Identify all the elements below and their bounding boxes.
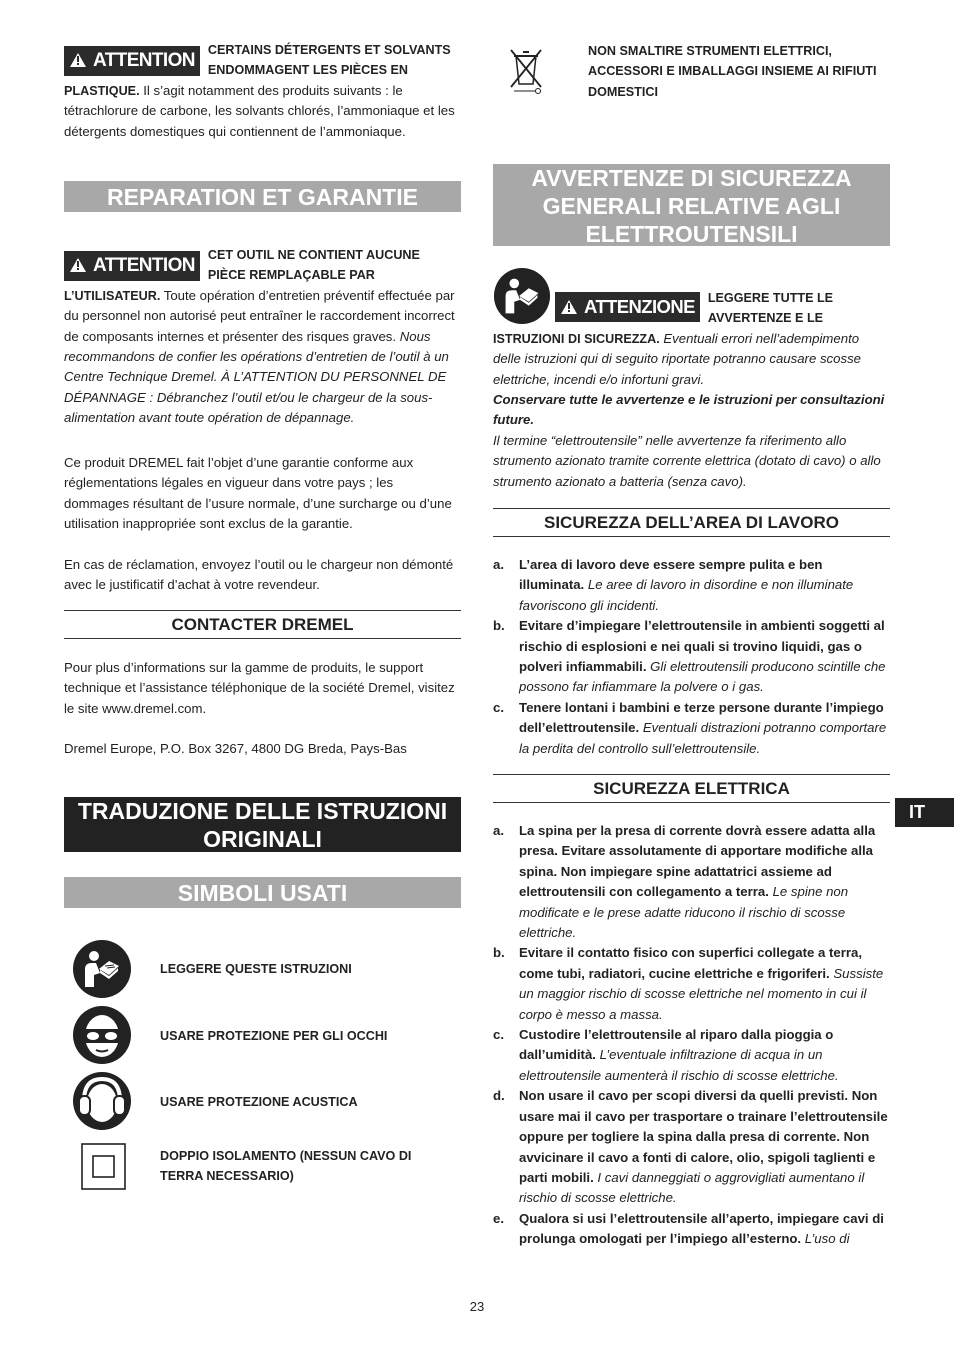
attention-lead: CERTAINS DÉTERGENTS ET SOLVANTS ENDOMMAGENT LES PIÈCES EN — [207, 43, 451, 78]
warning-triangle-icon — [70, 258, 86, 272]
warranty-paragraph: Ce produit DREMEL fait l’objet d’une garantie conforme aux réglementations légales en vigueur dans votre pays ; les dommages résultant de l’usure normale, d’une surcharge ou d’une utilisation inappropriée sont exclus de la garantie. — [64, 455, 452, 532]
list-item: e. Qualora si usi l’elettroutensile all’aperto, impiegare cavi di prolunga omologati per l’impiego all’esterno. L’uso di — [493, 1210, 884, 1247]
attention-lead: CET OUTIL NE CONTIENT AUCUNE PIÈCE REMPLAÇABLE PAR L’UTILISATEUR. — [64, 248, 420, 303]
section-heading-repair: REPARATION ET GARANTIE — [64, 181, 461, 212]
double-insulation-icon — [81, 1143, 126, 1190]
section-heading-contact: CONTACTER DREMEL — [64, 610, 461, 639]
attention-body: Il s’agit notamment des produits suivants : le tétrachlorure de carbone, les solvants chlorés, l’ammoniaque et les détergents domestiques qui contiennent de l’ammoniaque. — [64, 82, 455, 139]
eye-protection-icon — [72, 1005, 132, 1065]
attention-badge: ATTENTION — [64, 251, 200, 281]
section-heading-work-area: SICUREZZA DELL’AREA DI LAVORO — [493, 508, 890, 537]
symbol-row-double-insulation — [72, 1143, 462, 1191]
warning-triangle-icon — [561, 300, 577, 314]
list-item: c. Custodire l’elettroutensile al riparo dalla pioggia o dall’umidità. L’eventuale infiltrazione di acqua in un elettroutensile aumenterà il rischio di scosse elettriche. — [493, 1027, 839, 1083]
list-item: b. Evitare il contatto fisico con superfici collegate a terra, come tubi, radiatori, cucine elettriche e frigoriferi. Sussiste un maggior rischio di scosse elettriche nel momento in cui il corpo è messo a massa. — [493, 945, 884, 1022]
crossed-bin-icon — [508, 47, 544, 95]
attention-italic: Nous recommandons de confier les opérations d’entretien de l’outil à un Centre Technique Dremel. À L’ATTENTION DU PERSONNEL DE DÉPANNAGE : Débranchez l’outil et/ou le chargeur de la sous-alimentation avant toute opération de dépannage. — [64, 328, 449, 426]
symbol-label: DOPPIO ISOLAMENTO (NESSUN CAVO DI TERRA NECESSARIO) — [160, 1149, 412, 1184]
section-heading-translation: TRADUZIONE DELLE ISTRUZIONI ORIGINALI — [64, 797, 461, 852]
electrical-safety-list — [493, 821, 890, 1250]
warning-triangle-icon — [70, 53, 86, 67]
disposal-text: NON SMALTIRE STRUMENTI ELETTRICI, ACCESSORI E IMBALLAGGI INSIEME AI RIFIUTI DOMESTICI — [588, 44, 877, 99]
symbol-row-ear-protection — [72, 1071, 462, 1131]
read-manual-icon — [493, 267, 551, 325]
section-heading-general-safety: AVVERTENZE DI SICUREZZA GENERALI RELATIVE AGLI ELETTROUTENSILI — [493, 164, 890, 246]
section-heading-symbols: SIMBOLI USATI — [64, 877, 461, 908]
disposal-notice — [493, 40, 890, 102]
ear-protection-icon — [72, 1071, 132, 1131]
attenzione-lead: LEGGERE TUTTE LE AVVERTENZE E LE ISTRUZIONI — [493, 291, 834, 346]
symbol-row-read-manual — [72, 939, 462, 999]
attention-block-service — [64, 245, 461, 429]
attenzione-badge: ATTENZIONE — [555, 292, 700, 322]
contact-paragraph: Pour plus d’informations sur la gamme de produits, le support technique et l’assistance téléphonique de la société Dremel, visitez le site www.dremel.com. — [64, 660, 455, 716]
symbol-label: LEGGERE QUESTE ISTRUZIONI — [160, 962, 352, 976]
section-heading-electrical: SICUREZZA ELETTRICA — [493, 774, 890, 803]
list-item: d. Non usare il cavo per scopi diversi da quelli previsti. Non usare mai il cavo per trasportare o trainare l’elettroutensile oppure per togliere la spina dalla presa di corrente. Non avvicinare il cavo a fonti di calore, olio, spigoli taglienti e parti mobili. I cavi danneggiati o aggrovigliati aumentano il rischio di scosse elettriche. — [493, 1088, 888, 1206]
page-number: 23 — [469, 1299, 485, 1314]
attenzione-block: ATTENZIONE LEGGERE TUTTE LE AVVERTENZE E LE ISTRUZIONI DI SICUREZZA. Eventuali errori nell’adempimento delle istruzioni qui di seguito riportate potranno causare scosse elettriche, incendi e/o infortuni gravi. Conservare tutte le avvertenze e le istruzioni per consultazioni future. Il termine “elettroutensile” nelle avvertenze fa riferimento allo strumento azionato tramite corrente elettrica (dotato di cavo) o allo strumento azionato a batteria (senza cavo). — [493, 267, 890, 492]
symbol-row-eye-protection — [72, 1005, 462, 1065]
symbol-label: USARE PROTEZIONE ACUSTICA — [160, 1095, 358, 1109]
attenzione-definition: Il termine “elettroutensile” nelle avvertenze fa riferimento allo strumento azionato tramite corrente elettrica (dotato di cavo) o allo strumento azionato a batteria (senza cavo). — [493, 432, 881, 489]
list-item: a. La spina per la presa di corrente dovrà essere adatta alla presa. Evitare assolutamente di apportare modifiche alla spina. Non impiegare spine adattatrici assieme ad elettroutensili con collegamento a terra. Le spine non modificate e le prese adatte riducono il rischio di scosse elettriche. — [493, 823, 876, 941]
list-item: b. Evitare d’impiegare l’elettroutensile in ambienti soggetti al rischio di esplosioni e nei quali si trovino liquidi, gas o polveri infiammabili. Gli elettroutensili producono scintille che possono far infiammare la polvere o i gas. — [493, 618, 886, 695]
attention-body: Toute opération d’entretien préventif effectuée par du personnel non autorisé peut entraîner le raccordement incorrect de composants internes et présenter des risques graves. — [64, 287, 455, 344]
list-item: a. L’area di lavoro deve essere sempre pulita e ben illuminata. Le aree di lavoro in disordine e non illuminate favoriscono gli incidenti. — [493, 557, 854, 613]
claim-paragraph: En cas de réclamation, envoyez l’outil ou le chargeur non démonté avec le justificatif d’achat à votre revendeur. — [64, 557, 454, 593]
language-tab: IT — [895, 798, 954, 827]
attenzione-italic: Eventuali errori nell’adempimento delle istruzioni qui di seguito riportate potranno causare scosse elettriche, incendi e/o infortuni gravi. — [493, 330, 861, 387]
read-manual-icon — [72, 939, 132, 999]
attenzione-keep-instructions: Conservare tutte le avvertenze e le istruzioni per consultazioni future. — [493, 392, 885, 428]
symbol-label: USARE PROTEZIONE PER GLI OCCHI — [160, 1029, 388, 1043]
work-area-list — [493, 555, 890, 759]
attention-block-detergents: ATTENTION CERTAINS DÉTERGENTS ET SOLVANTS ENDOMMAGENT LES PIÈCES EN PLASTIQUE. Il s’agit notamment des produits suivants : le tétrachlorure de carbone, les solvants chlorés, l’ammoniaque et les détergents domestiques qui contiennent de l’ammoniaque. — [64, 43, 455, 139]
address-paragraph: Dremel Europe, P.O. Box 3267, 4800 DG Breda, Pays-Bas — [64, 741, 407, 756]
attention-badge: ATTENTION — [64, 46, 200, 76]
list-item: c. Tenere lontani i bambini e terze persone durante l’impiego dell’elettroutensile. Eventuali distrazioni potranno comportare la perdita del controllo sull’elettroutensile. — [493, 699, 887, 756]
